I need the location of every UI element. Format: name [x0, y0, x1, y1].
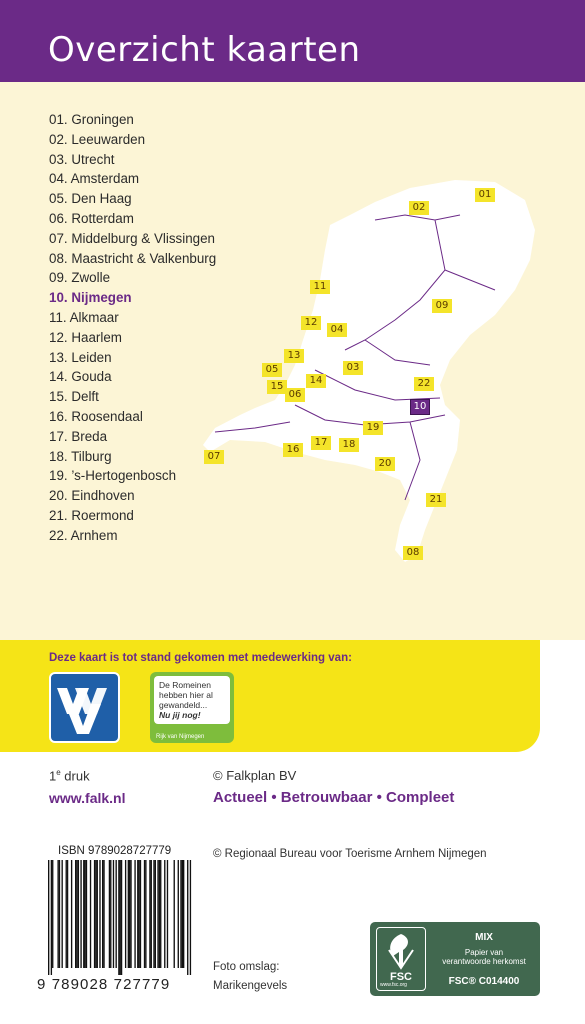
barcode-bar [125, 860, 126, 968]
isbn-label: ISBN 9789028727779 [58, 845, 172, 857]
barcode-bar [71, 860, 72, 968]
barcode-bar [95, 860, 96, 968]
barcode-bar [67, 860, 68, 968]
map-badge-04: 04 [327, 323, 347, 337]
barcode-bar [97, 860, 98, 968]
barcode-bar [103, 860, 104, 968]
map-badge-17: 17 [311, 436, 331, 450]
list-item: 21. Roermond [49, 507, 134, 523]
map-badge-06: 06 [285, 388, 305, 402]
list-item: 05. Den Haag [49, 191, 132, 207]
barcode-bar [109, 860, 110, 968]
header-bar [0, 0, 585, 82]
edition-label: 1e druk [49, 768, 90, 784]
website-link[interactable]: www.falk.nl [49, 790, 126, 806]
fsc-mix: MIX [475, 932, 493, 943]
map-badge-03: 03 [343, 361, 363, 375]
fsc-code: FSC® C014400 [448, 976, 520, 987]
barcode-bar [167, 860, 168, 968]
map-badge-16: 16 [283, 443, 303, 457]
barcode-bar [110, 860, 111, 968]
fsc-logo-text: FSC [390, 971, 412, 983]
barcode-bar [190, 860, 191, 975]
tourism-copyright: © Regionaal Bureau voor Toerisme Arnhem Nijmegen [213, 848, 487, 860]
barcode-bar [76, 860, 77, 968]
partner-line: hebben hier al [159, 690, 213, 700]
barcode-bar [120, 860, 121, 975]
fsc-www: www.fsc.org [380, 982, 407, 988]
list-item: 09. Zwolle [49, 270, 111, 286]
list-item: 08. Maastricht & Valkenburg [49, 250, 217, 266]
barcode-bar [118, 860, 119, 975]
map-badge-07: 07 [204, 450, 224, 464]
map-badge-15: 15 [267, 380, 287, 394]
barcode-bar [128, 860, 129, 968]
barcode-bar [138, 860, 139, 968]
barcode-bar [116, 860, 117, 968]
barcode-bar [62, 860, 63, 968]
list-item: 15. Delft [49, 389, 99, 405]
list-item: 14. Gouda [49, 369, 112, 385]
partner-line: De Romeinen [159, 680, 211, 690]
list-item: 12. Haarlem [49, 329, 122, 345]
barcode-bar [160, 860, 161, 968]
map-badge-21: 21 [426, 493, 446, 507]
barcode-bar [153, 860, 154, 968]
cooperation-text: Deze kaart is tot stand gekomen met medewerking van: [49, 652, 352, 664]
list-item: 18. Tilburg [49, 448, 112, 464]
map-badge-10: 10 [410, 399, 430, 415]
partner-slogan: Nu jij nog! [159, 710, 201, 720]
list-item: 06. Rotterdam [49, 210, 134, 226]
list-item: 02. Leeuwarden [49, 131, 146, 147]
list-item: 16. Roosendaal [49, 408, 143, 424]
list-item: 07. Middelburg & Vlissingen [49, 230, 215, 246]
barcode-bar [94, 860, 95, 968]
map-badge-11: 11 [310, 280, 330, 294]
barcode-bar [90, 860, 91, 968]
barcode-bar [59, 860, 60, 968]
partner-logo [150, 672, 234, 743]
map-badge-09: 09 [432, 299, 452, 313]
map-badge-08: 08 [403, 546, 423, 560]
map-badge-14: 14 [306, 374, 326, 388]
barcode-bar [159, 860, 160, 968]
barcode-bar [66, 860, 67, 968]
list-item: 10. Nijmegen [49, 290, 132, 306]
barcode-bar [151, 860, 152, 968]
barcode-icon [48, 860, 193, 975]
list-item: 11. Alkmaar [49, 309, 119, 325]
list-item: 17. Breda [49, 428, 108, 444]
barcode-bar [145, 860, 146, 968]
barcode-digits: 9 789028 727779 [37, 976, 171, 993]
partner-footer: Rijk van Nijmegen [156, 734, 205, 740]
list-item: 13. Leiden [49, 349, 112, 365]
map-badge-22: 22 [414, 377, 434, 391]
barcode-bar [180, 860, 181, 968]
netherlands-shape [203, 180, 535, 562]
barcode-bar [113, 860, 114, 968]
barcode-bar [187, 860, 188, 975]
vvv-mark-icon [51, 674, 118, 741]
barcode-bar [155, 860, 156, 968]
map-badge-13: 13 [284, 349, 304, 363]
map-badge-05: 05 [262, 363, 282, 377]
barcode-bar [178, 860, 179, 968]
vvv-logo [49, 672, 120, 743]
barcode-bar [129, 860, 130, 968]
fsc-subtitle: Papier van verantwoorde herkomst [442, 948, 526, 966]
city-list [49, 110, 216, 546]
map-badge-12: 12 [301, 316, 321, 330]
barcode-bar [75, 860, 76, 968]
barcode-bar [157, 860, 158, 968]
page-title: Overzicht kaarten [48, 30, 361, 70]
barcode-bar [48, 860, 49, 975]
barcode-bar [164, 860, 165, 968]
barcode-bar [99, 860, 100, 968]
barcode-bar [134, 860, 135, 968]
barcode-bar [137, 860, 138, 968]
map-badge-01: 01 [475, 188, 495, 202]
barcode-bar [144, 860, 145, 968]
barcode-bar [183, 860, 184, 968]
list-item: 01. Groningen [49, 112, 134, 127]
map-badge-02: 02 [409, 201, 429, 215]
barcode-bar [140, 860, 141, 968]
list-item: 03. Utrecht [49, 151, 115, 167]
barcode-bar [52, 860, 53, 968]
netherlands-map [195, 160, 565, 580]
barcode-bar [51, 860, 52, 975]
list-item: 22. Arnhem [49, 527, 118, 543]
slogan: Actueel • Betrouwbaar • Compleet [213, 789, 455, 806]
barcode-bar [80, 860, 81, 968]
barcode-bar [86, 860, 87, 968]
barcode-bar [149, 860, 150, 968]
publisher-label: © Falkplan BV [213, 768, 297, 783]
barcode-bar [182, 860, 183, 968]
barcode-bar [83, 860, 84, 968]
barcode-bar [121, 860, 122, 975]
barcode-bar [84, 860, 85, 968]
fsc-label [370, 922, 540, 996]
list-item: 19. ’s-Hertogenbosch [49, 468, 177, 484]
photo-credit: Foto omslag: Marikengevels [213, 961, 288, 992]
map-badge-18: 18 [339, 438, 359, 452]
barcode-bar [102, 860, 103, 968]
barcode-bar [130, 860, 131, 968]
list-item: 20. Eindhoven [49, 488, 135, 504]
barcode-bar [57, 860, 58, 968]
barcode-bar [78, 860, 79, 968]
map-badge-19: 19 [363, 421, 383, 435]
list-item: 04. Amsterdam [49, 171, 140, 187]
map-badge-20: 20 [375, 457, 395, 471]
partner-line: gewandeld... [159, 700, 208, 710]
barcode-bar [174, 860, 175, 968]
